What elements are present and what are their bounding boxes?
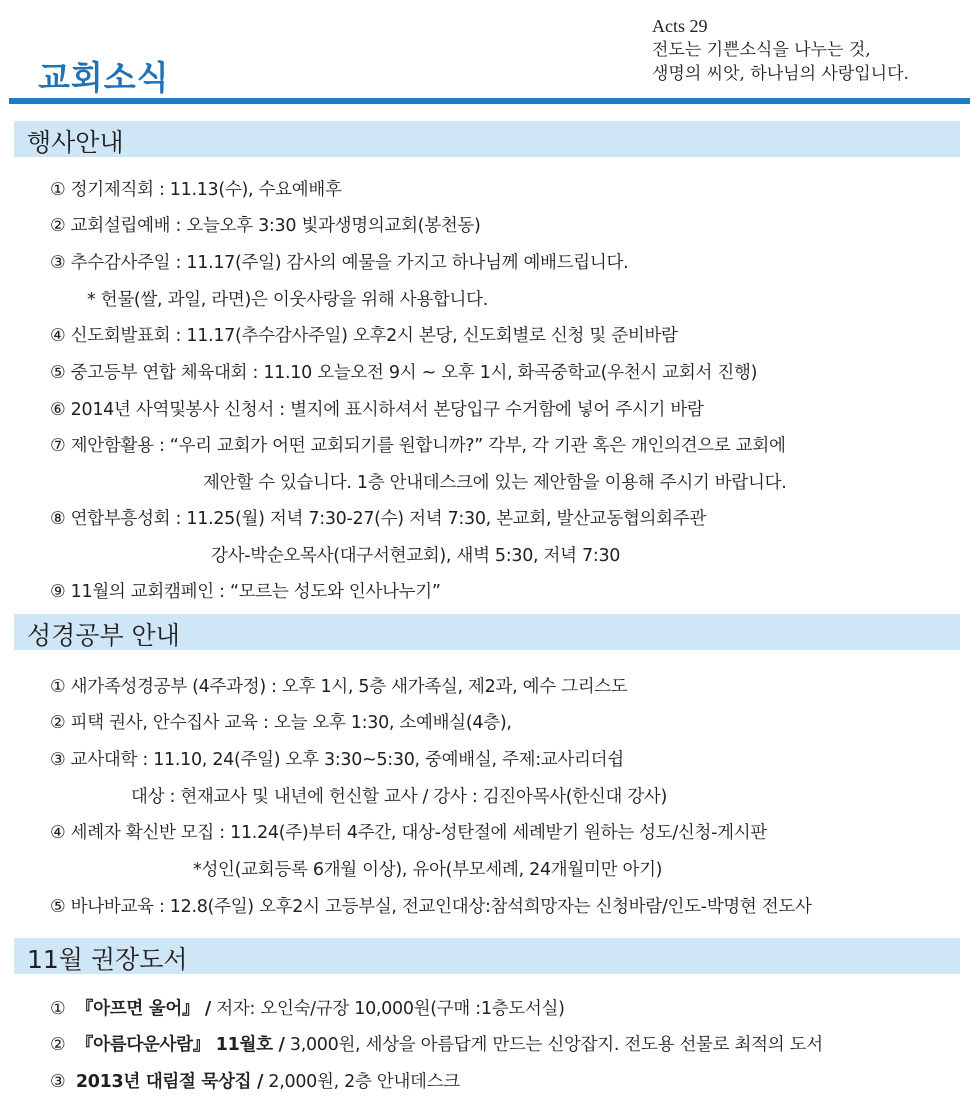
list-item: ⑦ 제안함활용 : “우리 교회가 어떤 교회되기를 원합니까?” 각부, 각 기관 혹은 개인의견으로 교회에 xyxy=(50,436,786,456)
book-title: 『아프면 울어』 / xyxy=(75,999,212,1019)
list-item-continued: 강사-박순오목사(대구서현교회), 새벽 5:30, 저녁 7:30 xyxy=(211,546,621,566)
list-item: ⑤ 바나바교육 : 12.8(주일) 오후2시 고등부실, 전교인대상:참석희망자는 신청바람/인도-박명현 전도사 xyxy=(50,897,812,917)
book-title: 2013년 대림절 묵상집 / xyxy=(75,1072,264,1092)
header-rule xyxy=(9,98,970,104)
book-detail: 2,000원, 2층 안내데스크 xyxy=(263,1072,460,1092)
list-item: ① 정기제직회 : 11.13(수), 수요예배후 xyxy=(50,180,342,200)
verse-line: 전도는 기쁜소식을 나누는 것, xyxy=(652,40,871,60)
list-item: ④ 신도회발표회 : 11.17(추수감사주일) 오후2시 본당, 신도회별로 신청 및 준비바람 xyxy=(50,326,678,346)
book-item xyxy=(50,1068,460,1093)
page-title: 교회소식 xyxy=(38,58,170,97)
book-detail: 3,000원, 세상을 아름답게 만드는 신앙잡지. 전도용 선물로 최적의 도서 xyxy=(284,1035,823,1055)
list-item: ⑤ 중고등부 연합 체육대회 : 11.10 오늘오전 9시 ~ 오후 1시, 화곡중학교(우천시 교회서 진행) xyxy=(50,363,758,383)
list-item: ⑨ 11월의 교회캠페인 : “모르는 성도와 인사나누기” xyxy=(50,582,441,602)
list-item: ④ 세례자 확신반 모집 : 11.24(주)부터 4주간, 대상-성탄절에 세례받기 원하는 성도/신청-게시판 xyxy=(50,823,767,843)
section-books-heading xyxy=(14,938,960,974)
verse-box xyxy=(652,14,909,86)
list-item: ③ 추수감사주일 : 11.17(주일) 감사의 예물을 가지고 하나님께 예배드립니다. xyxy=(50,253,629,273)
list-item: ② 교회설립예배 : 오늘오후 3:30 빛과생명의교회(봉천동) xyxy=(50,216,481,236)
page-header xyxy=(0,0,975,110)
section-title: 11월 권장도서 xyxy=(27,945,188,974)
book-item xyxy=(50,1031,823,1056)
list-item: ② 피택 권사, 안수집사 교육 : 오늘 오후 1:30, 소예배실(4층), xyxy=(50,713,512,733)
list-item-continued: 대상 : 현재교사 및 내년에 헌신할 교사 / 강사 : 김진아목사(한신대 강사) xyxy=(131,787,668,807)
verse-reference: Acts 29 xyxy=(652,16,708,36)
section-events-heading xyxy=(14,121,960,157)
list-item: ③ 교사대학 : 11.10, 24(주일) 오후 3:30~5:30, 중예배실, 주제:교사리더쉽 xyxy=(50,750,624,770)
list-item: ① 새가족성경공부 (4주과정) : 오후 1시, 5층 새가족실, 제2과, 예수 그리스도 xyxy=(50,677,628,697)
section-bible-heading xyxy=(14,614,960,650)
section-title: 행사안내 xyxy=(27,128,124,157)
book-item xyxy=(50,995,565,1020)
list-item-continued: *성인(교회등록 6개월 이상), 유아(부모세례, 24개월미만 아기) xyxy=(193,860,663,880)
book-detail: 저자: 오인숙/규장 10,000원(구매 :1층도서실) xyxy=(211,999,565,1019)
list-item-continued: 제안할 수 있습니다. 1층 안내데스크에 있는 제안함을 이용해 주시기 바랍니다. xyxy=(203,473,787,493)
book-title: 『아름다운사람』 11월호 / xyxy=(75,1035,285,1055)
list-item: ⑧ 연합부흥성회 : 11.25(월) 저녁 7:30-27(수) 저녁 7:30, 본교회, 발산교동협의회주관 xyxy=(50,509,706,529)
book-number: ③ xyxy=(50,1072,66,1092)
book-number: ① xyxy=(50,999,66,1019)
book-number: ② xyxy=(50,1035,66,1055)
list-item-note: * 헌물(쌀, 과일, 라면)은 이웃사랑을 위해 사용합니다. xyxy=(87,290,488,310)
list-item: ⑥ 2014년 사역및봉사 신청서 : 별지에 표시하셔서 본당입구 수거함에 넣어 주시기 바람 xyxy=(50,400,704,420)
verse-line: 생명의 씨앗, 하나님의 사랑입니다. xyxy=(652,64,909,84)
section-title: 성경공부 안내 xyxy=(27,621,180,650)
